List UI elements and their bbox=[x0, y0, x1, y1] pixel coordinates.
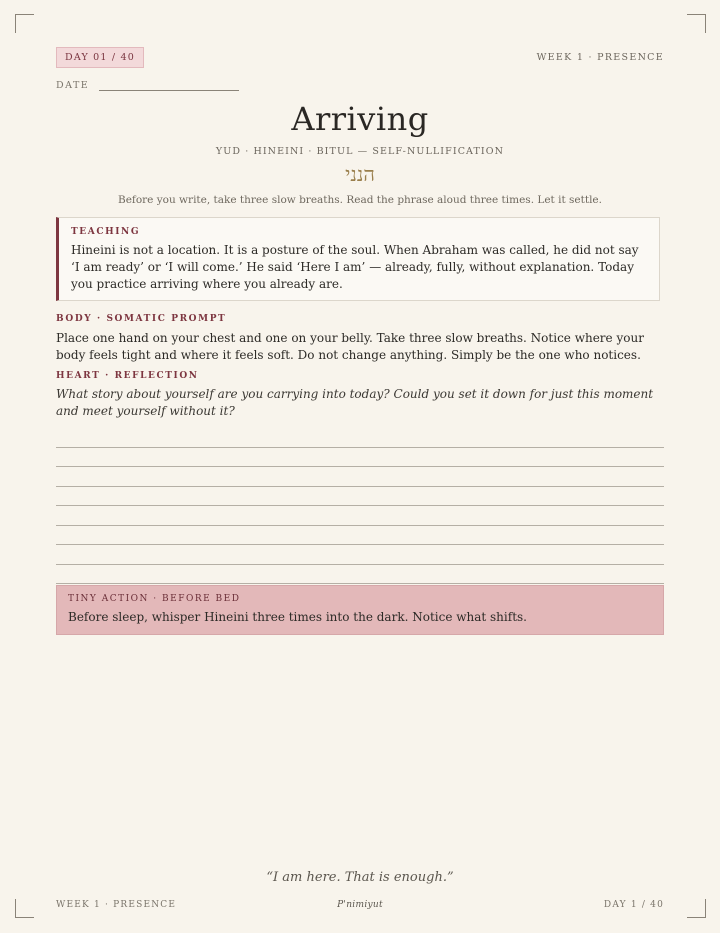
hebrew-phrase: הנני bbox=[345, 162, 375, 186]
corner-mark-top-left bbox=[15, 14, 34, 33]
footer-week: WEEK 1 · PRESENCE bbox=[56, 900, 177, 910]
corner-mark-top-right bbox=[687, 14, 706, 33]
writing-line[interactable] bbox=[56, 467, 664, 487]
heart-text: What story about yourself are you carrying into today? Could you set it down for just this moment and meet yourself without it? bbox=[56, 387, 654, 418]
teaching-label: TEACHING bbox=[71, 227, 141, 237]
writing-line[interactable] bbox=[56, 428, 664, 448]
body-label: BODY · SOMATIC PROMPT bbox=[56, 314, 227, 324]
footer-brand: P'nimiyut bbox=[337, 900, 383, 910]
writing-line[interactable] bbox=[56, 526, 664, 546]
writing-line[interactable] bbox=[56, 545, 664, 565]
tiny-action-label: TINY ACTION · BEFORE BED bbox=[68, 594, 241, 604]
tiny-action-text: Before sleep, whisper Hineini three times into the dark. Notice what shifts. bbox=[68, 610, 527, 624]
writing-line[interactable] bbox=[56, 487, 664, 507]
writing-line[interactable] bbox=[56, 565, 664, 585]
footer-day: DAY 1 / 40 bbox=[603, 900, 664, 910]
week-label: WEEK 1 · PRESENCE bbox=[536, 52, 664, 63]
day-badge: DAY 01 / 40 bbox=[56, 47, 144, 68]
heart-label: HEART · REFLECTION bbox=[56, 371, 199, 381]
teaching-text: Hineini is not a location. It is a posture of the soul. When Abraham was called, he did not say ‘I am ready’ or ‘I will come.’ He said ‘Here I am’ — already, fully, without explanation. Today you practice arriving where you already are. bbox=[71, 243, 639, 291]
instruction-text: Before you write, take three slow breaths. Read the phrase aloud three times. Let it settle. bbox=[118, 194, 602, 206]
page-title: Arriving bbox=[291, 100, 429, 138]
writing-area[interactable] bbox=[56, 428, 664, 584]
writing-line[interactable] bbox=[56, 448, 664, 468]
closing-quote: “I am here. That is enough.” bbox=[266, 870, 454, 885]
body-text: Place one hand on your chest and one on your belly. Take three slow breaths. Notice where your body feels tight and where it feels soft. Do not change anything. Simply be the one who notices. bbox=[56, 331, 644, 362]
teaching-box bbox=[56, 217, 660, 301]
tiny-action-box bbox=[56, 585, 664, 635]
date-field[interactable] bbox=[99, 80, 239, 91]
date-row bbox=[56, 80, 239, 91]
date-label: DATE bbox=[56, 80, 90, 91]
page-subtitle: YUD · HINEINI · BITUL — SELF-NULLIFICATION bbox=[215, 146, 505, 157]
writing-line[interactable] bbox=[56, 506, 664, 526]
